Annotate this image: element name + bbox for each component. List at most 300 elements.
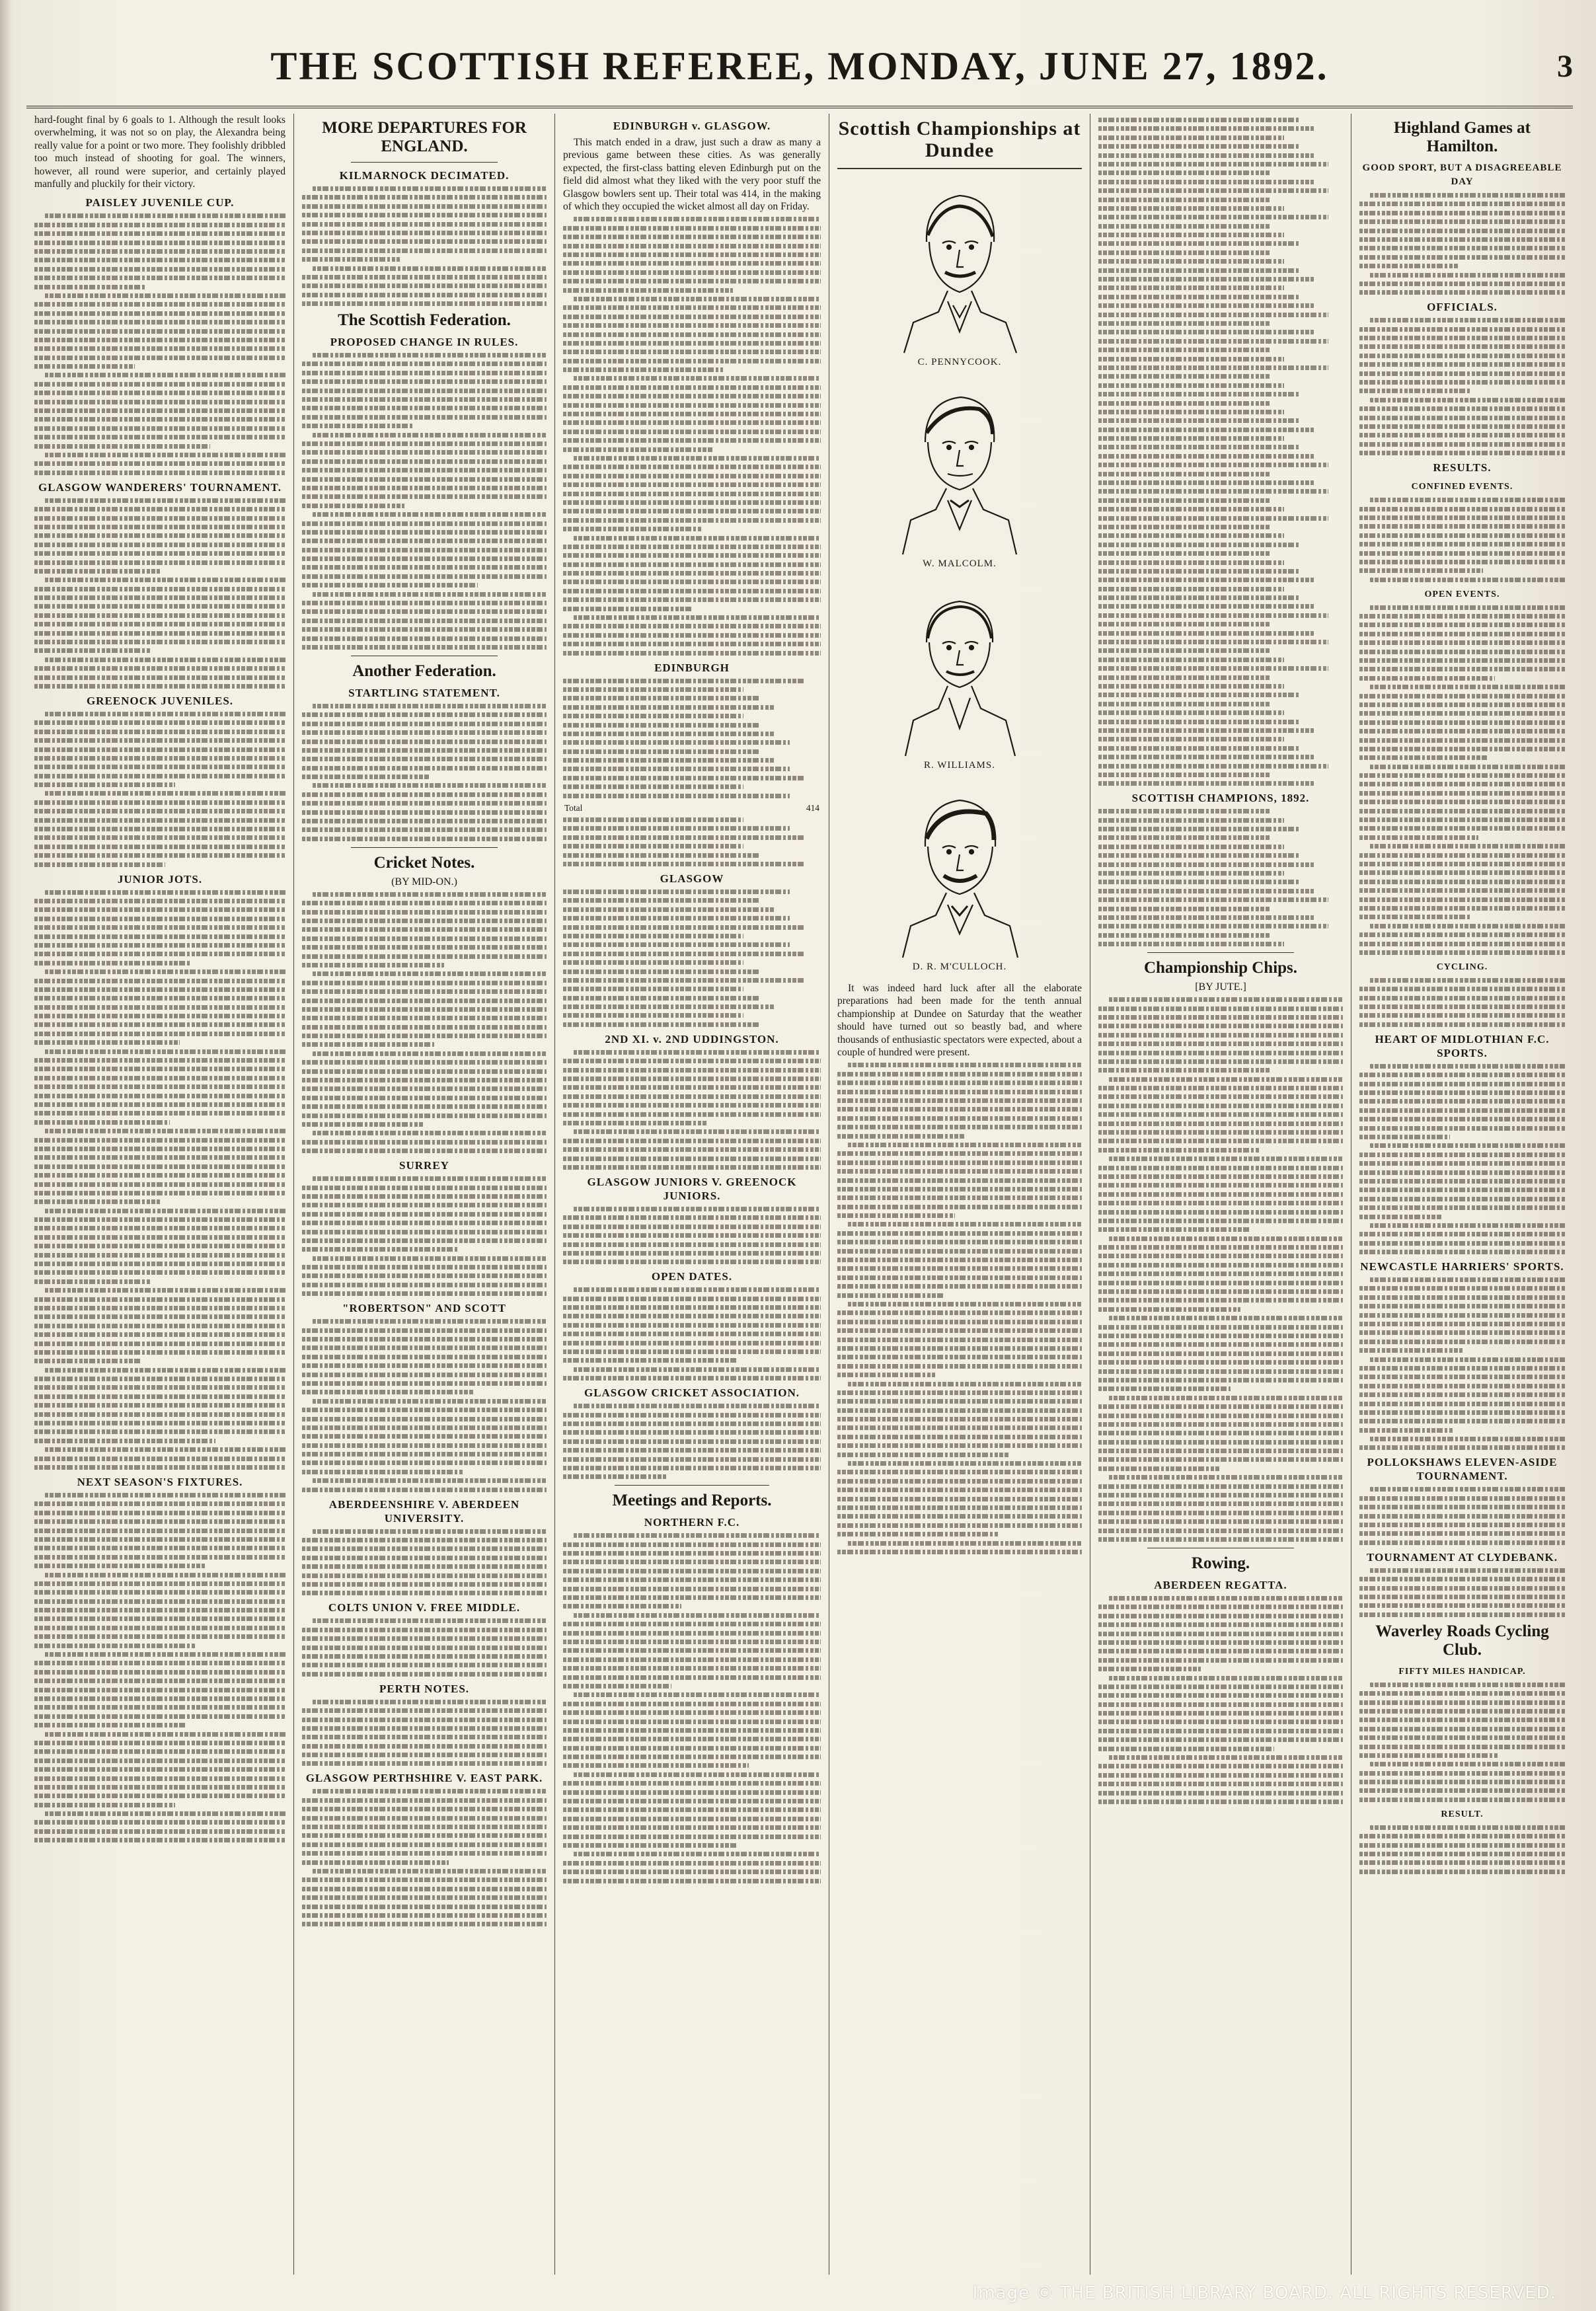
text-line <box>302 1556 547 1560</box>
text-line <box>302 1034 547 1038</box>
text-line <box>1370 978 1565 983</box>
text-line <box>1359 380 1565 385</box>
text-line <box>1359 1718 1565 1722</box>
text-line <box>34 1173 285 1178</box>
text-line <box>1359 1612 1565 1617</box>
text-line <box>45 1573 285 1577</box>
text-line <box>563 1666 821 1671</box>
text-line <box>1098 1342 1343 1347</box>
text-line <box>302 195 547 200</box>
text-line <box>1098 126 1314 131</box>
text-line <box>302 1186 547 1190</box>
text-line <box>1098 889 1314 893</box>
text-line <box>313 433 547 437</box>
text-line <box>1109 1475 1343 1480</box>
text-line <box>302 1291 547 1296</box>
text-line <box>34 417 285 422</box>
text-line <box>1098 1271 1343 1276</box>
text-line <box>837 1435 1082 1439</box>
text-line <box>1359 1170 1565 1175</box>
text-line <box>1359 1205 1565 1210</box>
text-line <box>34 730 285 734</box>
text-line <box>302 441 547 446</box>
text-line <box>574 1533 821 1538</box>
text-line <box>1359 354 1565 358</box>
text-line <box>837 1505 1082 1510</box>
total-label: Total <box>564 803 583 814</box>
text-line <box>563 394 821 398</box>
text-line <box>302 539 547 543</box>
text-line <box>837 1231 1082 1236</box>
text-line <box>837 1205 1082 1209</box>
text-line <box>34 408 285 413</box>
text-line <box>563 696 759 701</box>
text-line <box>1098 1529 1343 1533</box>
text-line <box>1098 1702 1343 1707</box>
text-line <box>1098 1501 1343 1506</box>
text-line <box>302 1591 547 1595</box>
text-line <box>1098 1227 1250 1232</box>
text-line <box>45 890 285 895</box>
text-line <box>34 285 145 289</box>
text-line <box>1098 489 1328 494</box>
text-line <box>34 835 285 840</box>
text-line <box>563 1077 821 1081</box>
text-line <box>574 1772 821 1777</box>
text-line <box>563 226 821 231</box>
text-line <box>1359 614 1565 619</box>
col2-heading-aberdeenshire: ABERDEENSHIRE V. ABERDEEN UNIVERSITY. <box>328 1497 520 1525</box>
text-line <box>34 1385 285 1390</box>
col3-heading-cricket-association: GLASGOW CRICKET ASSOCIATION. <box>584 1386 800 1400</box>
text-line <box>1098 1667 1201 1671</box>
text-line <box>34 1661 285 1665</box>
col2-heading-cricket-notes: Cricket Notes. <box>373 853 475 872</box>
text-line <box>34 1253 285 1258</box>
text-line <box>1359 406 1565 411</box>
text-line <box>563 1215 821 1220</box>
text-line <box>45 373 285 377</box>
text-line <box>1098 862 1314 867</box>
text-line <box>1359 1523 1565 1527</box>
text-line <box>302 619 547 623</box>
text-line <box>563 509 821 513</box>
text-line <box>1098 1051 1343 1055</box>
text-line <box>563 492 821 496</box>
text-line <box>1359 950 1565 955</box>
col2-text-block <box>302 353 547 650</box>
text-line <box>563 1551 821 1556</box>
text-line <box>1098 418 1299 423</box>
text-line <box>302 827 547 832</box>
col2-text-block <box>302 892 547 1153</box>
text-line <box>563 1807 821 1812</box>
text-line <box>848 1063 1082 1067</box>
text-line <box>313 1869 547 1874</box>
text-line <box>848 1143 1082 1147</box>
text-line <box>34 1457 285 1461</box>
text-line <box>837 1497 1082 1501</box>
text-line <box>1098 702 1270 706</box>
text-line <box>563 1341 821 1345</box>
text-line <box>1359 211 1565 215</box>
text-line <box>837 1355 1082 1359</box>
text-line <box>837 1373 935 1377</box>
text-line <box>1359 336 1565 340</box>
text-line <box>1359 255 1565 260</box>
text-line <box>1359 202 1565 206</box>
text-line <box>1098 1729 1343 1733</box>
text-line <box>302 645 547 650</box>
text-line <box>302 989 547 994</box>
masthead-title: THE SCOTTISH REFEREE, MONDAY, JUNE 27, 1892. <box>270 44 1329 88</box>
text-line <box>1359 915 1470 919</box>
text-line <box>302 1726 547 1731</box>
text-line <box>302 1851 547 1856</box>
text-line <box>34 1679 285 1683</box>
text-line <box>1359 1531 1565 1536</box>
text-line <box>1098 1764 1343 1768</box>
text-line <box>34 818 285 823</box>
text-line <box>302 548 547 552</box>
col6-heading-confined-events: CONFINED EVENTS. <box>1411 482 1513 492</box>
text-line <box>563 1260 821 1264</box>
text-line <box>837 1532 999 1536</box>
text-line <box>34 1394 285 1399</box>
text-line <box>1098 595 1299 600</box>
text-line <box>1098 144 1299 149</box>
text-line <box>837 1098 1082 1103</box>
text-line <box>1098 295 1299 299</box>
text-line <box>1359 1798 1565 1802</box>
text-line <box>1098 250 1270 255</box>
col2-heading-glasgow-perthshire: GLASGOW PERTHSHIRE V. EAST PARK. <box>305 1772 543 1785</box>
text-line <box>302 739 547 744</box>
text-line <box>1098 853 1299 858</box>
text-line <box>302 583 478 587</box>
text-line <box>1098 648 1270 653</box>
column-4 <box>829 114 1090 2275</box>
text-line <box>1359 1082 1565 1086</box>
text-line <box>563 1068 821 1073</box>
text-line <box>574 1129 821 1134</box>
text-line <box>1098 268 1299 273</box>
text-line <box>563 651 821 656</box>
text-line <box>1359 1215 1441 1219</box>
text-line <box>837 1090 1082 1094</box>
text-line <box>1359 800 1565 804</box>
text-line <box>302 757 547 761</box>
text-line <box>1359 1834 1565 1838</box>
col1-intro: hard-fought final by 6 goals to 1. Although the result looks overwhelming, it was not so on play, the Alexandra being really value for a point or two more. They foolishly dribbled too much instead of shooting for goal. The winners, however, all round were superior, and certainly played manfully and pluckily for their victory. <box>34 114 285 190</box>
text-line <box>302 1922 547 1926</box>
text-line <box>563 270 821 275</box>
text-line <box>1359 1313 1565 1318</box>
text-line <box>563 1225 821 1229</box>
text-line <box>563 1861 821 1866</box>
text-line <box>1359 853 1565 858</box>
text-line <box>45 1652 285 1657</box>
text-line <box>302 927 547 932</box>
text-line <box>313 1478 547 1483</box>
text-line <box>563 580 821 584</box>
text-line <box>1109 1755 1343 1760</box>
col3-heading-meetings-and-reports: Meetings and Reports. <box>612 1492 772 1510</box>
text-line <box>302 1470 463 1474</box>
text-line <box>1109 997 1343 1002</box>
text-line <box>34 675 285 680</box>
text-line <box>302 1016 547 1020</box>
col6-heading-waverley-roads: Waverley Roads Cycling Club. <box>1375 1622 1549 1659</box>
text-line <box>1098 1281 1343 1285</box>
text-line <box>1098 818 1284 823</box>
text-line <box>563 1332 821 1336</box>
text-line <box>34 934 285 939</box>
text-line <box>563 1604 681 1609</box>
text-line <box>34 1749 285 1754</box>
col2-text-block <box>302 1789 547 1926</box>
text-line <box>563 642 821 646</box>
text-line <box>1359 1410 1565 1415</box>
text-line <box>837 1479 1082 1484</box>
text-line <box>1370 398 1565 402</box>
text-line <box>1359 1108 1565 1113</box>
text-line <box>563 571 821 576</box>
col6-text-block <box>1359 1487 1565 1544</box>
text-line <box>34 400 285 404</box>
text-line <box>302 1078 547 1082</box>
text-line <box>563 1640 821 1644</box>
text-line <box>34 622 285 626</box>
col1-text-block <box>34 712 285 867</box>
text-line <box>34 1759 285 1763</box>
text-line <box>1359 782 1565 786</box>
text-line <box>313 1256 547 1261</box>
text-line <box>563 500 821 505</box>
text-line <box>563 1710 821 1715</box>
text-line <box>302 730 547 735</box>
text-line <box>563 305 821 310</box>
text-line <box>1359 1745 1565 1749</box>
text-line <box>1359 1852 1565 1856</box>
text-line <box>1359 1691 1565 1696</box>
text-line <box>1098 622 1270 626</box>
text-line <box>34 1040 180 1045</box>
text-line <box>1098 1033 1343 1038</box>
text-line <box>1098 1622 1343 1627</box>
text-line <box>1359 1153 1565 1157</box>
text-line <box>837 1523 1082 1528</box>
text-line <box>1359 246 1565 250</box>
text-line <box>302 239 547 244</box>
text-line <box>34 666 285 671</box>
text-line <box>34 1714 285 1719</box>
text-line <box>302 1546 547 1551</box>
text-line <box>1359 1700 1565 1705</box>
text-line <box>34 1306 285 1310</box>
text-line <box>1098 1378 1343 1383</box>
text-line <box>563 1466 821 1470</box>
text-line <box>1370 578 1565 582</box>
text-line <box>1359 667 1565 671</box>
col3-total-row <box>563 802 821 814</box>
text-line <box>837 1266 1082 1271</box>
text-line <box>1370 1825 1565 1830</box>
text-line <box>34 426 285 431</box>
col2-heading-proposed-change: PROPOSED CHANGE IN RULES. <box>330 336 519 349</box>
text-line <box>1359 344 1565 349</box>
text-line <box>563 978 806 983</box>
col1-text-block <box>34 498 285 689</box>
text-line <box>1098 498 1270 503</box>
text-line <box>1370 1762 1565 1766</box>
text-line <box>1098 1414 1343 1418</box>
text-line <box>1359 755 1487 760</box>
text-line <box>34 1324 285 1328</box>
text-line <box>302 837 547 841</box>
text-line <box>563 482 821 487</box>
text-line <box>837 1178 1082 1183</box>
col3-text-block <box>563 1533 821 1883</box>
text-line <box>563 1376 821 1381</box>
column-5 <box>1090 114 1351 2275</box>
masthead <box>26 26 1573 108</box>
text-line <box>1098 1148 1260 1153</box>
text-line <box>34 1564 205 1568</box>
text-line <box>1359 817 1565 822</box>
text-line <box>34 1005 285 1010</box>
text-line <box>302 1086 547 1091</box>
text-line <box>574 1692 821 1697</box>
col2-text-block <box>302 186 547 306</box>
text-line <box>313 1176 547 1181</box>
text-line <box>34 276 285 280</box>
col6-text-block <box>1359 1277 1565 1450</box>
text-line <box>1359 1735 1565 1740</box>
text-line <box>563 960 743 965</box>
text-line <box>1359 1295 1565 1300</box>
text-line <box>1370 1143 1565 1148</box>
text-line <box>302 450 547 455</box>
text-line <box>837 1169 1082 1174</box>
text-line <box>563 597 821 602</box>
text-line <box>1098 1369 1343 1374</box>
text-line <box>34 1634 285 1639</box>
text-line <box>1098 1737 1343 1742</box>
text-line <box>302 1452 547 1457</box>
text-line <box>34 1555 285 1560</box>
text-line <box>1359 389 1470 393</box>
text-line <box>1359 1540 1565 1545</box>
text-line <box>313 1529 547 1534</box>
text-line <box>302 712 547 717</box>
text-line <box>1098 1112 1343 1117</box>
col1-heading-next-seasons-fixtures: NEXT SEASON'S FIXTURES. <box>77 1476 243 1488</box>
col5-text-block <box>1098 997 1343 1542</box>
text-line <box>563 732 775 736</box>
text-line <box>574 1287 821 1292</box>
col2-text-block <box>302 1618 547 1676</box>
text-line <box>563 987 743 991</box>
text-line <box>1098 445 1299 449</box>
text-line <box>563 835 806 840</box>
text-line <box>563 1790 821 1795</box>
text-line <box>1359 515 1565 520</box>
col3-text-block <box>563 1404 821 1479</box>
text-line <box>1359 1022 1565 1027</box>
text-line <box>34 1155 285 1160</box>
text-line <box>34 444 210 449</box>
text-line <box>1098 604 1314 609</box>
text-line <box>302 609 547 614</box>
text-line <box>1359 747 1565 751</box>
text-line <box>1359 1250 1565 1254</box>
text-line <box>563 1421 821 1426</box>
text-line <box>302 284 547 288</box>
text-line <box>1098 1720 1343 1724</box>
text-line <box>302 1238 547 1243</box>
text-line <box>302 1194 547 1199</box>
text-line <box>1359 1241 1565 1246</box>
text-line <box>563 1448 821 1453</box>
text-line <box>1098 135 1284 140</box>
text-line <box>34 809 285 814</box>
text-line <box>1359 729 1565 734</box>
text-line <box>563 633 821 638</box>
col6-text-block <box>1359 193 1565 295</box>
text-line <box>563 1542 821 1547</box>
text-line <box>837 1072 1082 1077</box>
text-line <box>313 1700 547 1704</box>
text-line <box>563 430 821 434</box>
text-line <box>1098 809 1270 814</box>
text-line <box>1359 1366 1565 1371</box>
text-line <box>1359 1330 1565 1335</box>
text-line <box>302 1203 547 1207</box>
text-line <box>302 1663 547 1667</box>
text-line <box>34 1164 285 1169</box>
text-line <box>563 235 821 239</box>
text-line <box>1098 835 1270 840</box>
text-line <box>34 1688 285 1692</box>
text-line <box>34 720 285 725</box>
text-line <box>563 553 821 558</box>
text-line <box>1098 1219 1343 1223</box>
text-line <box>302 1025 547 1030</box>
text-line <box>1359 219 1565 224</box>
text-line <box>1359 1428 1454 1433</box>
text-line <box>34 1014 285 1018</box>
text-line <box>1098 675 1270 680</box>
text-line <box>302 389 547 393</box>
text-line <box>302 1825 547 1829</box>
text-line <box>34 1626 285 1630</box>
col5-heading-scottish-champions: SCOTTISH CHAMPIONS, 1892. <box>1131 792 1310 805</box>
text-line <box>837 1328 1082 1333</box>
text-line <box>1359 897 1565 902</box>
column-1 <box>26 114 294 2275</box>
col1-heading-junior-jots: JUNIOR JOTS. <box>117 872 203 886</box>
text-line <box>302 1905 547 1909</box>
text-line <box>1359 560 1565 564</box>
text-line <box>34 1519 285 1524</box>
text-line <box>1098 1693 1343 1698</box>
text-line <box>563 1349 821 1354</box>
text-line <box>1098 942 1284 946</box>
text-line <box>313 1399 547 1404</box>
text-line <box>313 1051 547 1056</box>
page-edge-shadow <box>0 0 12 2311</box>
